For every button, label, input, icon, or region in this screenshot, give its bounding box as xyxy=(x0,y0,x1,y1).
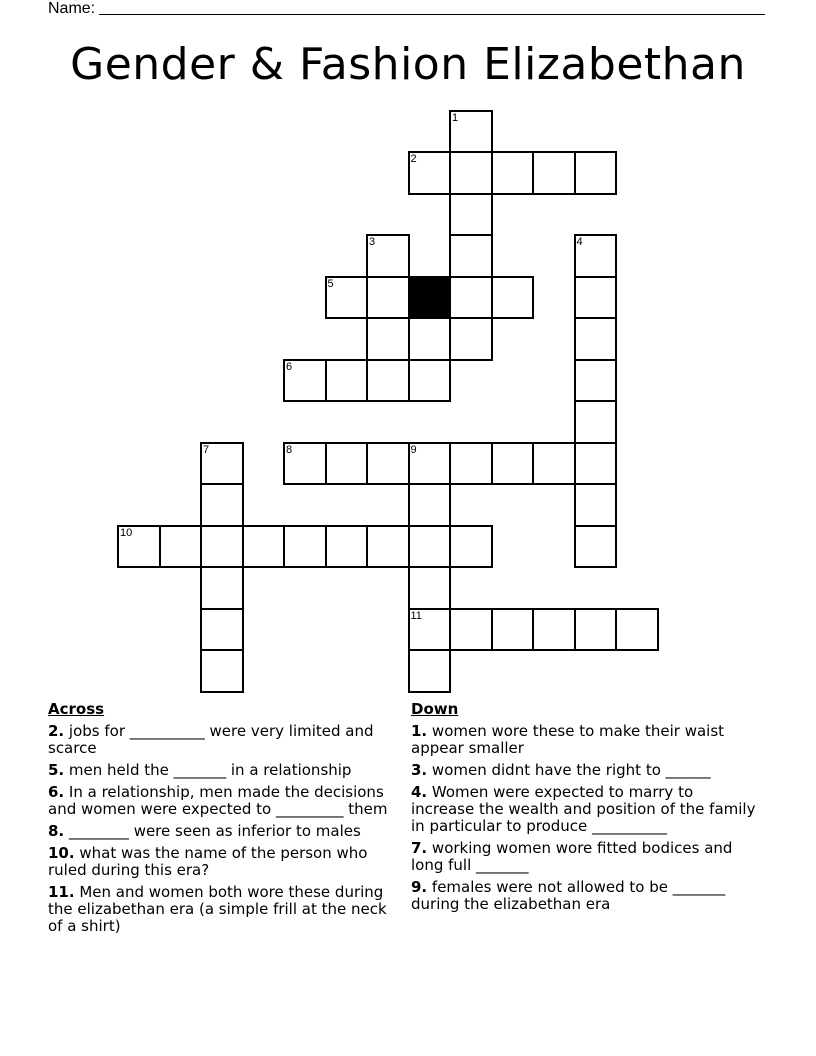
crossword-cell[interactable] xyxy=(491,151,535,195)
down-heading: Down xyxy=(411,700,459,718)
crossword-cell[interactable] xyxy=(449,110,493,154)
crossword-cell[interactable] xyxy=(366,317,410,361)
crossword-cell[interactable] xyxy=(408,483,452,527)
across-clue xyxy=(48,884,398,935)
across-clue xyxy=(48,784,398,818)
crossword-cell[interactable] xyxy=(200,649,244,693)
across-clue xyxy=(48,723,398,757)
page-title: Gender & Fashion Elizabethan xyxy=(70,39,746,90)
clue-number: 9. xyxy=(411,878,428,896)
clue-number: 2. xyxy=(48,722,65,740)
crossword-cell[interactable] xyxy=(200,483,244,527)
clue-text: working women wore fitted bodices and long full _______ xyxy=(411,839,733,874)
crossword-cell[interactable] xyxy=(325,525,369,569)
crossword-cell[interactable] xyxy=(449,234,493,278)
crossword-cell[interactable] xyxy=(574,317,618,361)
clue-number-label: 5 xyxy=(327,277,334,290)
clue-number: 1. xyxy=(411,722,428,740)
clue-text: men held the _______ in a relationship xyxy=(68,761,352,779)
clue-number-label: 9 xyxy=(410,443,417,456)
down-clue xyxy=(411,784,761,835)
clue-number-label: 4 xyxy=(576,236,583,248)
crossword-cell[interactable] xyxy=(408,442,452,486)
crossword-cell[interactable] xyxy=(200,442,244,486)
crossword-cell[interactable] xyxy=(242,525,286,569)
crossword-cell[interactable] xyxy=(574,608,618,652)
clue-number: 7. xyxy=(411,839,428,857)
across-clue xyxy=(48,762,398,779)
crossword-cell[interactable] xyxy=(408,608,452,652)
down-clue-list xyxy=(411,723,761,913)
crossword-cell[interactable] xyxy=(574,442,618,486)
crossword-cell[interactable] xyxy=(283,359,327,403)
down-clue xyxy=(411,762,761,779)
clue-text: jobs for __________ were very limited and scarce xyxy=(48,722,374,757)
crossword-cell[interactable] xyxy=(408,649,452,693)
crossword-cell[interactable] xyxy=(159,525,203,569)
down-clue xyxy=(411,840,761,874)
crossword-cell[interactable] xyxy=(449,276,493,320)
clue-number-label: 2 xyxy=(410,153,417,165)
crossword-cell[interactable] xyxy=(532,151,576,195)
crossword-cell[interactable] xyxy=(366,234,410,278)
crossword-cell[interactable] xyxy=(574,234,618,278)
clue-number-label: 7 xyxy=(203,443,210,456)
crossword-cell[interactable] xyxy=(449,317,493,361)
crossword-cell[interactable] xyxy=(615,608,659,652)
across-clue xyxy=(48,845,398,879)
crossword-cell[interactable] xyxy=(366,442,410,486)
crossword-cell[interactable] xyxy=(491,276,535,320)
crossword-cell[interactable] xyxy=(449,608,493,652)
clue-text: Women were expected to marry to increase the wealth and position of the family in particular to produce __________ xyxy=(411,783,756,835)
crossword-cell[interactable] xyxy=(325,442,369,486)
crossword-cell[interactable] xyxy=(449,442,493,486)
crossword-cell[interactable] xyxy=(408,151,452,195)
clue-text: women wore these to make their waist appear smaller xyxy=(411,722,725,757)
clue-text: Men and women both wore these during the elizabethan era (a simple frill at the neck of a shirt) xyxy=(48,883,387,935)
clue-text: ________ were seen as inferior to males xyxy=(68,822,361,840)
clue-text: what was the name of the person who ruled during this era? xyxy=(48,844,368,879)
clue-number-label: 11 xyxy=(410,609,422,622)
clue-text: In a relationship, men made the decisions and women were expected to _________ them xyxy=(48,783,388,818)
down-clues xyxy=(411,701,761,918)
crossword-cell[interactable] xyxy=(283,442,327,486)
crossword-cell[interactable] xyxy=(532,608,576,652)
crossword-cell[interactable] xyxy=(325,276,369,320)
clue-number: 10. xyxy=(48,844,75,862)
black-cell xyxy=(408,276,452,320)
crossword-cell[interactable] xyxy=(574,525,618,569)
crossword-cell[interactable] xyxy=(574,359,618,403)
clue-number: 3. xyxy=(411,761,428,779)
crossword-cell[interactable] xyxy=(449,151,493,195)
crossword-cell[interactable] xyxy=(574,151,618,195)
crossword-cell[interactable] xyxy=(408,359,452,403)
across-clues xyxy=(48,701,398,940)
crossword-cell[interactable] xyxy=(491,442,535,486)
crossword-cell[interactable] xyxy=(532,442,576,486)
crossword-cell[interactable] xyxy=(325,359,369,403)
clue-number: 4. xyxy=(411,783,428,801)
clue-number: 11. xyxy=(48,883,75,901)
crossword-cell[interactable] xyxy=(366,359,410,403)
crossword-cell[interactable] xyxy=(408,566,452,610)
crossword-cell[interactable] xyxy=(366,276,410,320)
crossword-cell[interactable] xyxy=(449,193,493,237)
across-heading: Across xyxy=(48,700,105,718)
crossword-cell[interactable] xyxy=(200,525,244,569)
crossword-cell[interactable] xyxy=(283,525,327,569)
crossword-cell[interactable] xyxy=(574,483,618,527)
across-clue-list xyxy=(48,723,398,935)
clue-number-label: 1 xyxy=(452,111,459,124)
clue-number: 5. xyxy=(48,761,65,779)
crossword-cell[interactable] xyxy=(574,400,618,444)
across-clue xyxy=(48,823,398,840)
clue-text: females were not allowed to be _______ during the elizabethan era xyxy=(411,878,726,913)
crossword-cell[interactable] xyxy=(449,525,493,569)
crossword-cell[interactable] xyxy=(117,525,161,569)
clue-number: 6. xyxy=(48,783,65,801)
name-label: Name: xyxy=(48,0,96,17)
crossword-cell[interactable] xyxy=(574,276,618,320)
clue-number-label: 3 xyxy=(369,236,376,248)
clue-text: women didnt have the right to ______ xyxy=(431,761,711,779)
down-clue xyxy=(411,723,761,757)
down-clue xyxy=(411,879,761,913)
crossword-cell[interactable] xyxy=(366,525,410,569)
clue-number-label: 10 xyxy=(120,526,133,539)
crossword-cell[interactable] xyxy=(491,608,535,652)
crossword-cell[interactable] xyxy=(200,566,244,610)
clue-number: 8. xyxy=(48,822,65,840)
clue-number-label: 8 xyxy=(286,443,293,456)
clue-number-label: 6 xyxy=(286,360,293,373)
crossword-cell[interactable] xyxy=(200,608,244,652)
crossword-cell[interactable] xyxy=(408,525,452,569)
